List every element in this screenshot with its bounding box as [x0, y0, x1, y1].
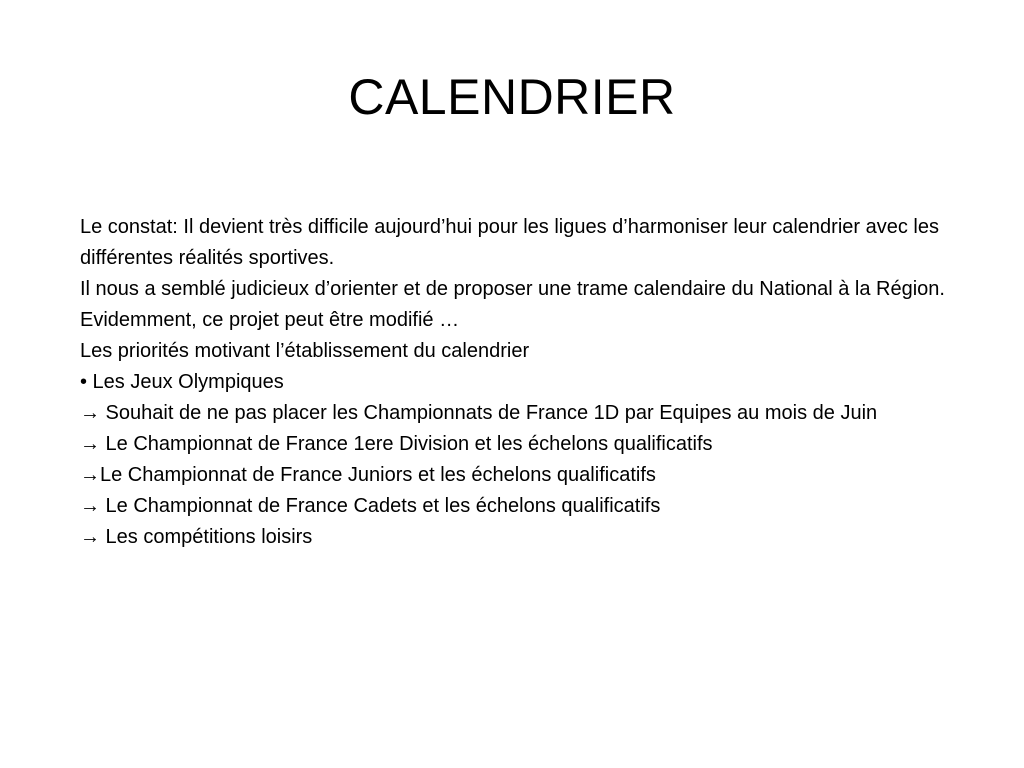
arrow-item-juniors: →Le Championnat de France Juniors et les échelons qualificatifs [80, 464, 656, 486]
paragraph-constat: Le constat: Il devient très difficile aujourd’hui pour les ligues d’harmoniser leur calendrier avec les différentes réalités sportives. [80, 216, 939, 269]
arrow-item-loisirs: → Les compétitions loisirs [80, 526, 313, 548]
slide-body [80, 212, 980, 553]
bullet-jeux-olympiques: • Les Jeux Olympiques [80, 371, 284, 393]
paragraph-trame: Il nous a semblé judicieux d’orienter et de proposer une trame calendaire du National à la Région. [80, 278, 945, 300]
arrow-item-cadets: → Le Championnat de France Cadets et les échelons qualificatifs [80, 495, 661, 517]
arrow-item-souhait: → Souhait de ne pas placer les Championnats de France 1D par Equipes au mois de Juin [80, 402, 878, 424]
paragraph-modifie: Evidemment, ce projet peut être modifié … [80, 309, 460, 331]
slide-title: CALENDRIER [348, 69, 676, 125]
paragraph-priorites: Les priorités motivant l’établissement du calendrier [80, 340, 530, 362]
arrow-item-1ere-division: → Le Championnat de France 1ere Division et les échelons qualificatifs [80, 433, 713, 455]
